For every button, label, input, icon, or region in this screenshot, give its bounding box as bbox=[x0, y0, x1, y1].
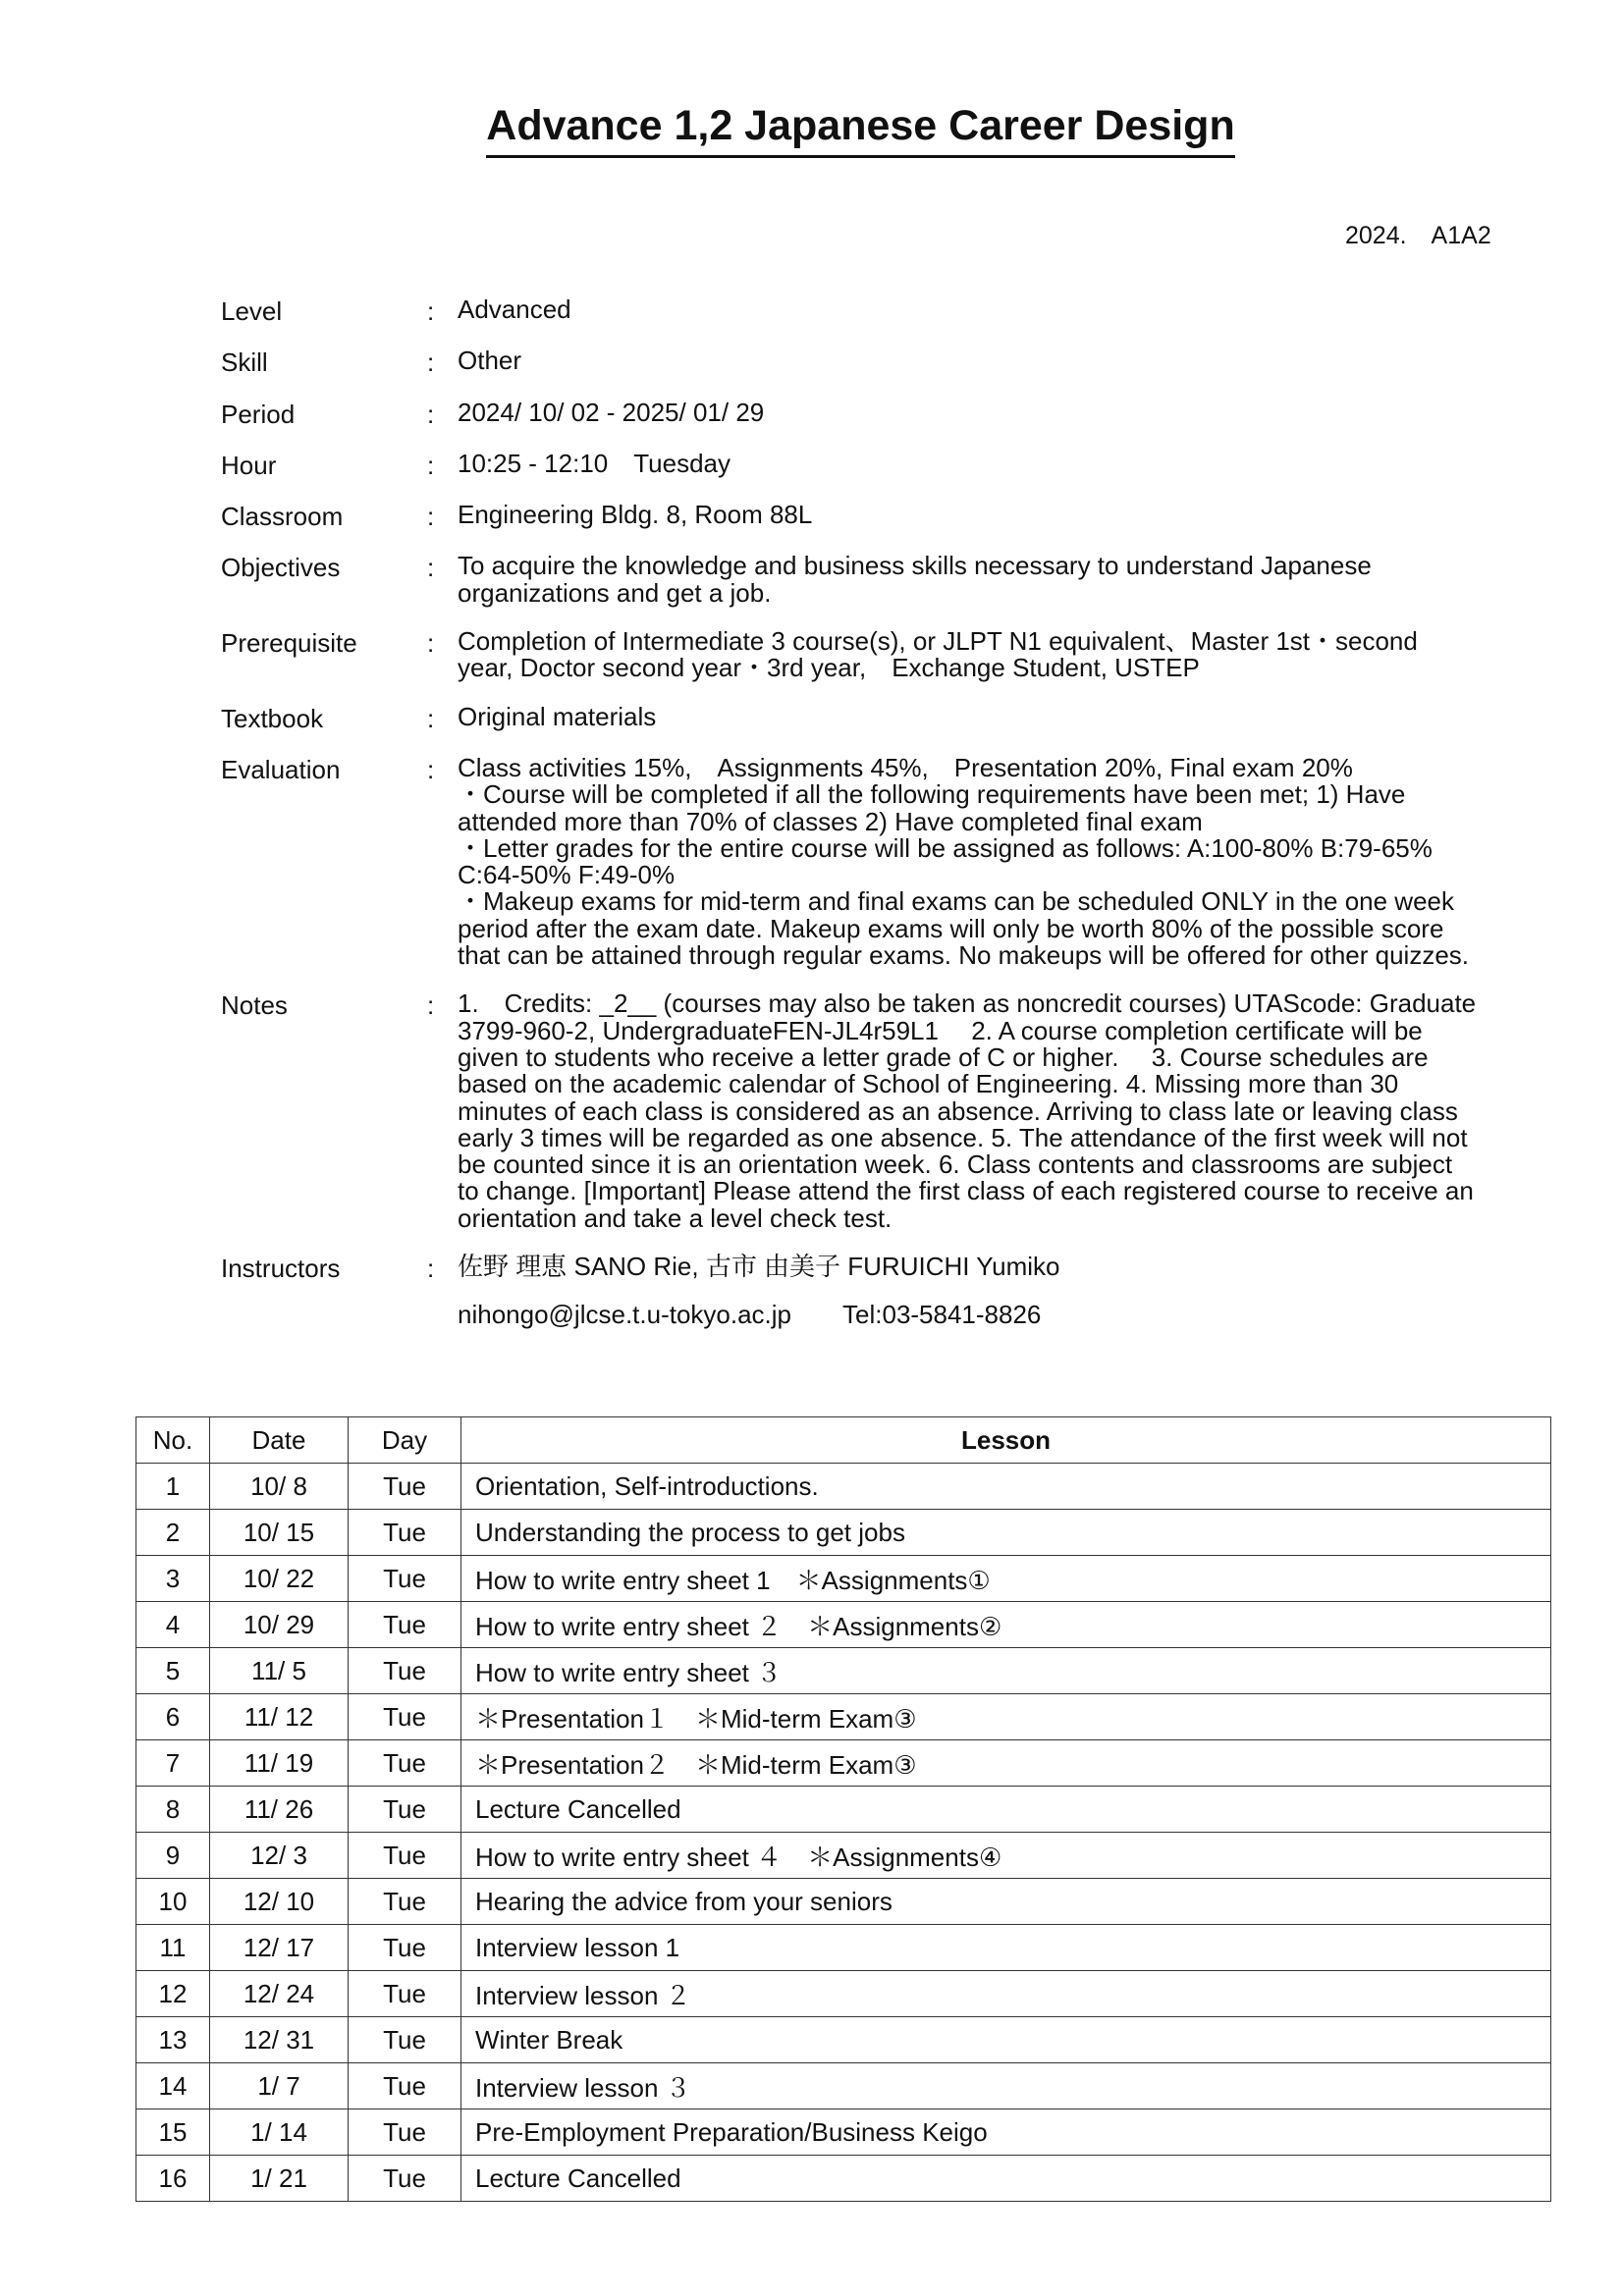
schedule-lesson-cell: Hearing the advice from your seniors bbox=[461, 1879, 1551, 1925]
schedule-day-cell: Tue bbox=[349, 1740, 461, 1787]
info-colon: : bbox=[427, 502, 435, 532]
schedule-lesson-cell: How to write entry sheet ３ bbox=[461, 1648, 1551, 1694]
schedule-lesson-cell: ＊Presentation２ ＊Mid-term Exam③ bbox=[461, 1740, 1551, 1787]
schedule-day-cell: Tue bbox=[349, 1648, 461, 1694]
schedule-no-cell: 6 bbox=[136, 1694, 210, 1740]
schedule-body bbox=[136, 1464, 1551, 2202]
info-row-skill bbox=[221, 344, 1478, 395]
schedule-day-cell: Tue bbox=[349, 1971, 461, 2017]
info-value bbox=[458, 1250, 1478, 1350]
schedule-date-cell: 10/ 22 bbox=[210, 1556, 349, 1602]
schedule-day-cell: Tue bbox=[349, 2156, 461, 2202]
info-colon: : bbox=[427, 703, 435, 733]
schedule-day-cell: Tue bbox=[349, 2063, 461, 2109]
schedule-date-cell: 11/ 12 bbox=[210, 1694, 349, 1740]
schedule-lesson-cell: Interview lesson ２ bbox=[461, 1971, 1551, 2017]
table-row bbox=[136, 1833, 1551, 1879]
schedule-date-cell: 10/ 15 bbox=[210, 1510, 349, 1556]
table-row bbox=[136, 1971, 1551, 2017]
info-label: Textbook bbox=[221, 703, 324, 733]
schedule-date-cell: 11/ 5 bbox=[210, 1648, 349, 1694]
table-row bbox=[136, 1925, 1551, 1971]
schedule-no-cell: 7 bbox=[136, 1740, 210, 1787]
schedule-no-cell: 8 bbox=[136, 1787, 210, 1833]
info-row-prerequisite bbox=[221, 624, 1478, 700]
table-row bbox=[136, 1787, 1551, 1833]
table-row bbox=[136, 1740, 1551, 1787]
table-row bbox=[136, 1648, 1551, 1694]
schedule-date-cell: 11/ 19 bbox=[210, 1740, 349, 1787]
info-label: Level bbox=[221, 296, 283, 326]
evaluation-line: Class activities 15%, Assignments 45%, Presentation 20%, Final exam 20% bbox=[458, 752, 1353, 782]
schedule-header-row bbox=[136, 1417, 1551, 1464]
schedule-no-cell: 12 bbox=[136, 1971, 210, 2017]
schedule-date-cell: 10/ 29 bbox=[210, 1602, 349, 1648]
schedule-day-cell: Tue bbox=[349, 2109, 461, 2156]
table-row bbox=[136, 1879, 1551, 1925]
info-value: 10:25 - 12:10 Tuesday bbox=[458, 448, 730, 478]
header-no: No. bbox=[136, 1417, 210, 1464]
schedule-lesson-cell: Lecture Cancelled bbox=[461, 1787, 1551, 1833]
info-colon: : bbox=[427, 399, 435, 429]
table-row bbox=[136, 1556, 1551, 1602]
info-value: Engineering Bldg. 8, Room 88L bbox=[458, 500, 813, 530]
schedule-lesson-cell: Pre-Employment Preparation/Business Keigo bbox=[461, 2109, 1551, 2156]
table-row bbox=[136, 2109, 1551, 2156]
info-value: Completion of Intermediate 3 course(s), or JLPT N1 equivalent、Master 1st・second year, Doctor second year・3rd year, Exchange Student, USTEP bbox=[458, 626, 1418, 683]
schedule-date-cell: 12/ 10 bbox=[210, 1879, 349, 1925]
header-date: Date bbox=[210, 1417, 349, 1464]
schedule-no-cell: 14 bbox=[136, 2063, 210, 2109]
info-colon: : bbox=[427, 628, 435, 659]
info-row-objectives bbox=[221, 549, 1478, 624]
schedule-no-cell: 10 bbox=[136, 1879, 210, 1925]
schedule-lesson-cell: Interview lesson ３ bbox=[461, 2063, 1551, 2109]
table-row bbox=[136, 1464, 1551, 1510]
table-row bbox=[136, 2156, 1551, 2202]
schedule-day-cell: Tue bbox=[349, 1556, 461, 1602]
schedule-day-cell: Tue bbox=[349, 1464, 461, 1510]
year-code: 2024. A1A2 bbox=[1345, 222, 1491, 249]
info-row-notes bbox=[221, 987, 1478, 1250]
info-label: Evaluation bbox=[221, 754, 341, 784]
info-colon: : bbox=[427, 450, 435, 480]
schedule-lesson-cell: How to write entry sheet ２ ＊Assignments② bbox=[461, 1602, 1551, 1648]
info-colon: : bbox=[427, 754, 435, 784]
info-label: Period bbox=[221, 399, 296, 429]
info-label: Hour bbox=[221, 450, 277, 480]
schedule-lesson-cell: Understanding the process to get jobs bbox=[461, 1510, 1551, 1556]
info-value: 1. Credits: _2__ (courses may also be taken as noncredit courses) UTAScode: Graduate 3799-960-2, UndergraduateFEN-JL4r59L1 2. A course completion certificate will be given to students who receive a letter grade of C or higher. 3. Course schedules are based on the academic calendar of School of Engineering. 4. Missing more than 30 minutes of each class is considered as an absence. Arriving to class late or leaving class early 3 times will be regarded as one absence. 5. The attendance of the first week will not be counted since it is an orientation week. 6. Class contents and classrooms are subject to change. [Important] Please attend the first class of each registered course to receive an orientation and take a level check test. bbox=[458, 988, 1477, 1233]
header-day: Day bbox=[349, 1417, 461, 1464]
table-row bbox=[136, 1510, 1551, 1556]
header-lesson: Lesson bbox=[461, 1417, 1551, 1464]
schedule-lesson-cell: Orientation, Self-introductions. bbox=[461, 1464, 1551, 1510]
schedule-no-cell: 1 bbox=[136, 1464, 210, 1510]
info-value: To acquire the knowledge and business skills necessary to understand Japanese organizations and get a job. bbox=[458, 551, 1372, 608]
info-label: Prerequisite bbox=[221, 628, 357, 659]
schedule-date-cell: 11/ 26 bbox=[210, 1787, 349, 1833]
schedule-day-cell: Tue bbox=[349, 1787, 461, 1833]
schedule-no-cell: 15 bbox=[136, 2109, 210, 2156]
info-label: Notes bbox=[221, 990, 288, 1021]
info-label: Objectives bbox=[221, 553, 341, 583]
schedule-day-cell: Tue bbox=[349, 1879, 461, 1925]
evaluation-line: ・Letter grades for the entire course will be assigned as follows: A:100-80% B:79-65% C:64-50% F:49-0% bbox=[458, 832, 1433, 890]
info-row-hour bbox=[221, 447, 1478, 498]
course-info-table bbox=[221, 293, 1478, 1350]
schedule-date-cell: 12/ 17 bbox=[210, 1925, 349, 1971]
schedule-no-cell: 13 bbox=[136, 2017, 210, 2063]
schedule-table bbox=[135, 1416, 1551, 2202]
schedule-lesson-cell: ＊Presentation１ ＊Mid-term Exam③ bbox=[461, 1694, 1551, 1740]
info-row-level bbox=[221, 293, 1478, 344]
table-row bbox=[136, 2017, 1551, 2063]
info-value: Original materials bbox=[458, 701, 657, 731]
info-colon: : bbox=[427, 990, 435, 1021]
schedule-day-cell: Tue bbox=[349, 1833, 461, 1879]
info-label: Classroom bbox=[221, 502, 344, 532]
schedule-date-cell: 12/ 24 bbox=[210, 1971, 349, 2017]
table-row bbox=[136, 1602, 1551, 1648]
schedule-day-cell: Tue bbox=[349, 1925, 461, 1971]
schedule-date-cell: 1/ 14 bbox=[210, 2109, 349, 2156]
schedule-date-cell: 10/ 8 bbox=[210, 1464, 349, 1510]
info-row-textbook bbox=[221, 700, 1478, 751]
info-row-classroom bbox=[221, 498, 1478, 549]
instructor-names: 佐野 理恵 SANO Rie, 古市 由美子 FURUICHI Yumiko bbox=[458, 1252, 1060, 1282]
schedule-lesson-cell: Lecture Cancelled bbox=[461, 2156, 1551, 2202]
info-colon: : bbox=[427, 553, 435, 583]
info-row-evaluation bbox=[221, 751, 1478, 987]
info-row-period bbox=[221, 396, 1478, 447]
info-colon: : bbox=[427, 296, 435, 326]
schedule-day-cell: Tue bbox=[349, 1510, 461, 1556]
info-value: 2024/ 10/ 02 - 2025/ 01/ 29 bbox=[458, 397, 765, 427]
schedule-lesson-cell: Winter Break bbox=[461, 2017, 1551, 2063]
info-row-instructors bbox=[221, 1250, 1478, 1350]
schedule-date-cell: 1/ 21 bbox=[210, 2156, 349, 2202]
page-title: Advance 1,2 Japanese Career Design bbox=[0, 102, 1623, 150]
info-label: Instructors bbox=[221, 1254, 341, 1284]
info-value bbox=[458, 751, 1478, 987]
schedule-date-cell: 1/ 7 bbox=[210, 2063, 349, 2109]
schedule-no-cell: 9 bbox=[136, 1833, 210, 1879]
schedule-day-cell: Tue bbox=[349, 1602, 461, 1648]
info-value: Advanced bbox=[458, 294, 571, 324]
info-value: Other bbox=[458, 346, 522, 376]
info-colon: : bbox=[427, 1254, 435, 1284]
schedule-day-cell: Tue bbox=[349, 1694, 461, 1740]
instructor-contact: nihongo@jlcse.t.u-tokyo.ac.jp Tel:03-5841-8826 bbox=[458, 1300, 1042, 1330]
schedule-no-cell: 2 bbox=[136, 1510, 210, 1556]
schedule-lesson-cell: Interview lesson 1 bbox=[461, 1925, 1551, 1971]
schedule-lesson-cell: How to write entry sheet ４ ＊Assignments④ bbox=[461, 1833, 1551, 1879]
evaluation-line: ・Makeup exams for mid-term and final exams can be scheduled ONLY in the one week period after the exam date. Makeup exams will only be worth 80% of the possible score that can be attained through regular exams. No makeups will be offered for other quizzes. bbox=[458, 886, 1469, 971]
schedule-no-cell: 5 bbox=[136, 1648, 210, 1694]
schedule-no-cell: 3 bbox=[136, 1556, 210, 1602]
schedule-day-cell: Tue bbox=[349, 2017, 461, 2063]
evaluation-line: ・Course will be completed if all the following requirements have been met; 1) Have attended more than 70% of classes 2) Have completed final exam bbox=[458, 779, 1406, 836]
schedule-no-cell: 11 bbox=[136, 1925, 210, 1971]
schedule-date-cell: 12/ 3 bbox=[210, 1833, 349, 1879]
schedule-lesson-cell: How to write entry sheet 1 ＊Assignments① bbox=[461, 1556, 1551, 1602]
schedule-date-cell: 12/ 31 bbox=[210, 2017, 349, 2063]
schedule-no-cell: 16 bbox=[136, 2156, 210, 2202]
table-row bbox=[136, 2063, 1551, 2109]
info-colon: : bbox=[427, 347, 435, 378]
table-row bbox=[136, 1694, 1551, 1740]
info-label: Skill bbox=[221, 347, 268, 378]
schedule-no-cell: 4 bbox=[136, 1602, 210, 1648]
